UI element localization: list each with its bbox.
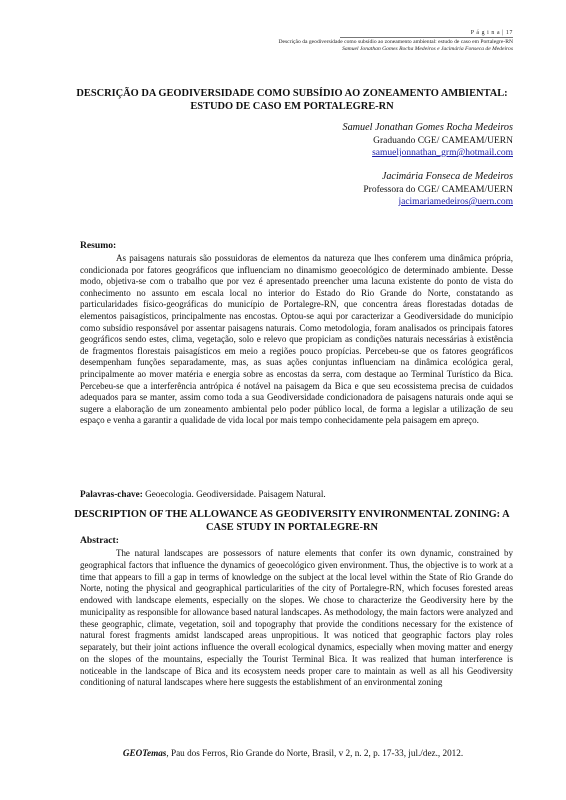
footer-citation: , Pau dos Ferros, Rio Grande do Norte, Brasil, v 2, n. 2, p. 17-33, jul./dez., 2012. [166, 748, 464, 758]
page-number: P á g i n a | 17 [470, 30, 513, 36]
resumo-heading: Resumo: [80, 240, 117, 251]
resumo-text: As paisagens naturais são possuidoras de elementos da natureza que lhes conferem uma dinâmica própria, condicionada por fatores geográficos que influenciam no dinamismo geoecológico de determinado ambiente. Desse modo, objetiva-se com o trabalho que por vez é apresentado preencher uma lacuna existente do ponto de vista do conhecimento no assunto em escala local no interior do Estado do Rio Grande do Norte, constatando as particularidades físico-geográficas do município de Portalegre-RN, que concentra áreas florestadas dotadas de elementos paisagísticos, principalmente nas encostas. Optou-se aqui por caracterizar a Geodiversidade do município como subsídio responsável por assentar paisagens naturais. Como metodologia, foram analisados os principais fatores geográficos sendo estes, clima, vegetação, solo e relevo que propiciam as condições naturais necessárias à existência de fragmentos florestais paisagísticos em meio a regiões pouco propícias. Percebeu-se que os fatores geográficos desempenham funções separadamente, mas, as suas ações conjuntas influenciam na dinâmica ecológica geral, principalmente ao mover matéria e energia sobre as encostas da serra, com destaque ao Terminal Turístico da Bica. Percebeu-se que a interferência antrópica é notável na paisagem da Bica e que seu ecossistema precisa de cuidados adequados para se manter, assim como toda a sua Geodiversidade condicionadora de paisagens naturais onde aqui se sugere a elaboração de um zoneamento ambiental pelo poder público local, de forma a legislar a utilização de seu espaço e venha a garantir a qualidade de vida local por mais tempo conhecidamente pela paisagem em apreço. [80, 253, 513, 426]
article-title-en: DESCRIPTION OF THE ALLOWANCE AS GEODIVERSITY ENVIRONMENTAL ZONING: A CASE STUDY IN PORTALEGRE-RN [74, 509, 510, 533]
author-email-link[interactable]: jacimariamedeiros@uern.com [398, 197, 513, 207]
keywords-text: Geoecologia. Geodiversidade. Paisagem Natural. [145, 489, 326, 499]
author-affiliation: Professora do CGE/ CAMEAM/UERN [363, 184, 513, 195]
keywords [80, 489, 326, 499]
author-block-2 [363, 171, 513, 209]
author-affiliation: Graduando CGE/ CAMEAM/UERN [373, 135, 513, 146]
page-footer [60, 748, 526, 758]
author-name: Samuel Jonathan Gomes Rocha Medeiros [342, 122, 513, 133]
running-header-title: Descrição da geodiversidade como subsídio ao zoneamento ambiental: estudo de caso em Portalegre-RN [278, 39, 513, 45]
running-header-authors: Samuel Jonathan Gomes Rocha Medeiros e Jacimária Fonseca de Medeiros [342, 46, 513, 52]
author-name: Jacimária Fonseca de Medeiros [381, 171, 513, 182]
author-block-1 [342, 122, 513, 160]
author-email-link[interactable]: samueljonnathan_grm@hotmail.com [372, 148, 513, 158]
abstract-text: The natural landscapes are possessors of nature elements that confer its own dynamic, constrained by geographical factors that influence the dynamics of geoecológico given environment. Thus, the objective is to work at a time that appears to fill a gap in terms of knowledge on the subject at the local level within the State of Rio Grande do Norte, noting the physical and geographical particularities of the city of Portalegre-RN, which focuses forested areas endowed with landscape elements, especially on the slopes. We chose to characterize the Geodiversity here by the municipality as responsible for allowance based natural landscapes. As methodology, the main factors were analyzed and these geographic, climate, vegetation, soil and topography that provide the conditions necessary for the existence of natural forest fragments amidst landscaped areas unpropitious. It was noticed that geographic factors play roles separately, but their joint actions influence the overall ecological dynamics, especially when moving matter and energy on the slopes of the mountains, especially the Tourist Terminal Bica. It was realized that human interference is noticeable in the landscape of Bica and its ecosystem needs proper care to maintain as well as all his Geodiversity conditioning of natural landscapes where here suggests the establishment of an environmental zoning [80, 548, 513, 688]
article-title-pt: DESCRIÇÃO DA GEODIVERSIDADE COMO SUBSÍDIO AO ZONEAMENTO AMBIENTAL: ESTUDO DE CASO EM PORTALEGRE-RN [76, 88, 508, 112]
keywords-label: Palavras-chave: [80, 489, 143, 499]
journal-logo: GEOTemas [122, 748, 167, 758]
abstract-heading: Abstract: [80, 535, 119, 546]
header-rule [340, 37, 513, 38]
